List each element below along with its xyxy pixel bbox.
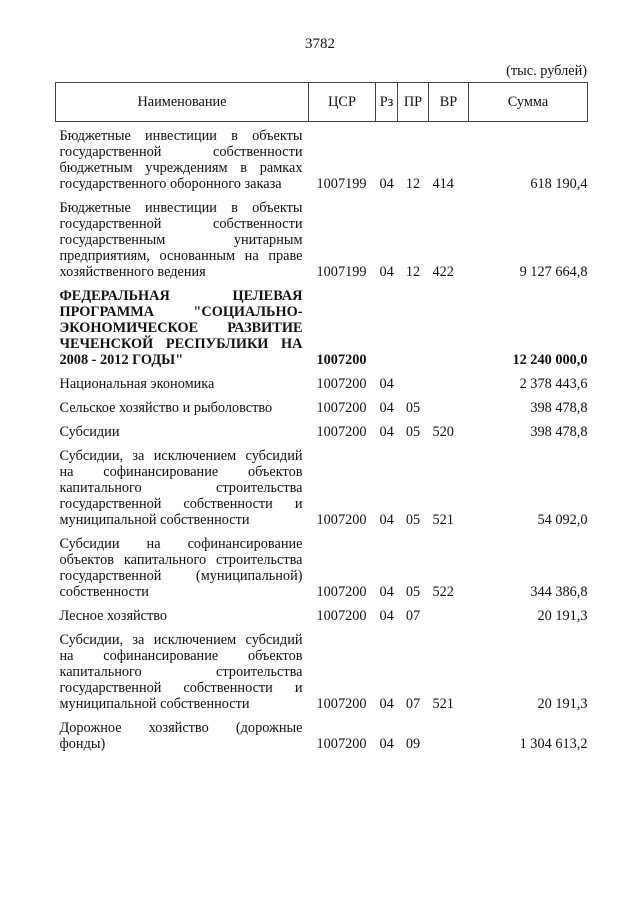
header-sum: Сумма — [469, 83, 588, 122]
cell-sum: 2 378 443,6 — [519, 376, 588, 392]
cell-csr: 1007200 — [316, 584, 367, 600]
cell-pr: 05 — [405, 512, 421, 528]
table-row — [56, 122, 588, 193]
header-pr: ПР — [398, 83, 429, 122]
page-number: 3782 — [305, 36, 335, 52]
cell-vr: 521 — [432, 512, 454, 528]
cell-sum: 618 190,4 — [530, 176, 588, 192]
cell-csr: 1007200 — [316, 608, 367, 624]
cell-csr: 1007200 — [316, 696, 367, 712]
cell-vr — [429, 368, 469, 392]
cell-vr — [429, 392, 469, 416]
cell-sum: 12 240 000,0 — [512, 352, 588, 368]
cell-name: Субсидии — [59, 424, 120, 440]
cell-csr: 1007200 — [316, 424, 367, 440]
table-row — [56, 600, 588, 624]
cell-sum: 54 092,0 — [537, 512, 588, 528]
cell-rz — [376, 280, 398, 368]
cell-vr — [429, 600, 469, 624]
cell-sum: 1 304 613,2 — [519, 736, 588, 752]
cell-csr: 1007200 — [316, 736, 367, 752]
cell-vr — [429, 712, 469, 752]
header-rz: Рз — [376, 83, 398, 122]
cell-name: Субсидии на софинансирование объектов капитального строительства государственной (муниципальной) собственности — [59, 536, 303, 600]
cell-sum: 344 386,8 — [530, 584, 588, 600]
table-header-row — [56, 83, 588, 122]
cell-rz: 04 — [379, 736, 394, 752]
header-vr: ВР — [429, 83, 469, 122]
cell-vr: 521 — [432, 696, 454, 712]
cell-pr: 05 — [405, 400, 421, 416]
cell-vr — [429, 280, 469, 368]
cell-csr: 1007199 — [316, 264, 367, 280]
cell-rz: 04 — [379, 264, 394, 280]
cell-vr: 520 — [432, 424, 454, 440]
cell-sum: 20 191,3 — [537, 608, 588, 624]
table-row — [56, 192, 588, 280]
cell-sum: 9 127 664,8 — [519, 264, 588, 280]
table-row — [56, 528, 588, 600]
cell-name: Субсидии, за исключением субсидий на софинансирование объектов капитального строительства государственной собственности и муниципальной собственности — [59, 448, 303, 528]
cell-rz: 04 — [379, 512, 394, 528]
cell-pr: 12 — [405, 264, 421, 280]
cell-vr: 422 — [432, 264, 454, 280]
table-row — [56, 712, 588, 752]
table-row — [56, 280, 588, 368]
units-label: (тыс. рублей) — [506, 63, 587, 79]
cell-rz: 04 — [379, 584, 394, 600]
table-row — [56, 416, 588, 440]
cell-pr: 09 — [405, 736, 421, 752]
cell-pr: 07 — [405, 696, 421, 712]
cell-name: Сельское хозяйство и рыболовство — [59, 400, 273, 416]
cell-vr: 414 — [432, 176, 454, 192]
cell-rz: 04 — [379, 696, 394, 712]
table-row — [56, 440, 588, 528]
table-row — [56, 392, 588, 416]
cell-csr: 1007199 — [316, 176, 367, 192]
cell-rz: 04 — [379, 376, 394, 392]
cell-name: Национальная экономика — [59, 376, 215, 392]
cell-rz: 04 — [379, 608, 394, 624]
header-csr: ЦСР — [309, 83, 376, 122]
cell-pr — [398, 280, 429, 368]
cell-csr: 1007200 — [316, 400, 367, 416]
cell-pr: 05 — [405, 584, 421, 600]
cell-pr — [398, 368, 429, 392]
cell-name: Дорожное хозяйство (дорожные фонды) — [59, 720, 303, 752]
cell-rz: 04 — [379, 424, 394, 440]
cell-name: Лесное хозяйство — [59, 608, 168, 624]
cell-name: Субсидии, за исключением субсидий на софинансирование объектов капитального строительства государственной собственности и муниципальной собственности — [59, 632, 303, 712]
cell-name: Бюджетные инвестиции в объекты государственной собственности бюджетным учреждениям в рамках государственного оборонного заказа — [59, 128, 303, 192]
cell-rz: 04 — [379, 400, 394, 416]
cell-pr: 05 — [405, 424, 421, 440]
table-row — [56, 368, 588, 392]
cell-sum: 20 191,3 — [537, 696, 588, 712]
cell-pr: 12 — [405, 176, 421, 192]
table-row — [56, 624, 588, 712]
cell-vr: 522 — [432, 584, 454, 600]
cell-csr: 1007200 — [316, 352, 367, 368]
cell-name: ФЕДЕРАЛЬНАЯ ЦЕЛЕВАЯ ПРОГРАММА "СОЦИАЛЬНО-ЭКОНОМИЧЕСКОЕ РАЗВИТИЕ ЧЕЧЕНСКОЙ РЕСПУБЛИКИ НА 2008 - 2012 ГОДЫ" — [59, 288, 303, 368]
cell-pr: 07 — [405, 608, 421, 624]
cell-sum: 398 478,8 — [530, 400, 588, 416]
cell-rz: 04 — [379, 176, 394, 192]
cell-name: Бюджетные инвестиции в объекты государственной собственности государственным унитарным предприятиям, основанным на праве хозяйственного ведения — [59, 200, 303, 280]
cell-sum: 398 478,8 — [530, 424, 588, 440]
header-name: Наименование — [56, 83, 309, 122]
cell-csr: 1007200 — [316, 512, 367, 528]
cell-csr: 1007200 — [316, 376, 367, 392]
budget-table — [55, 82, 588, 752]
